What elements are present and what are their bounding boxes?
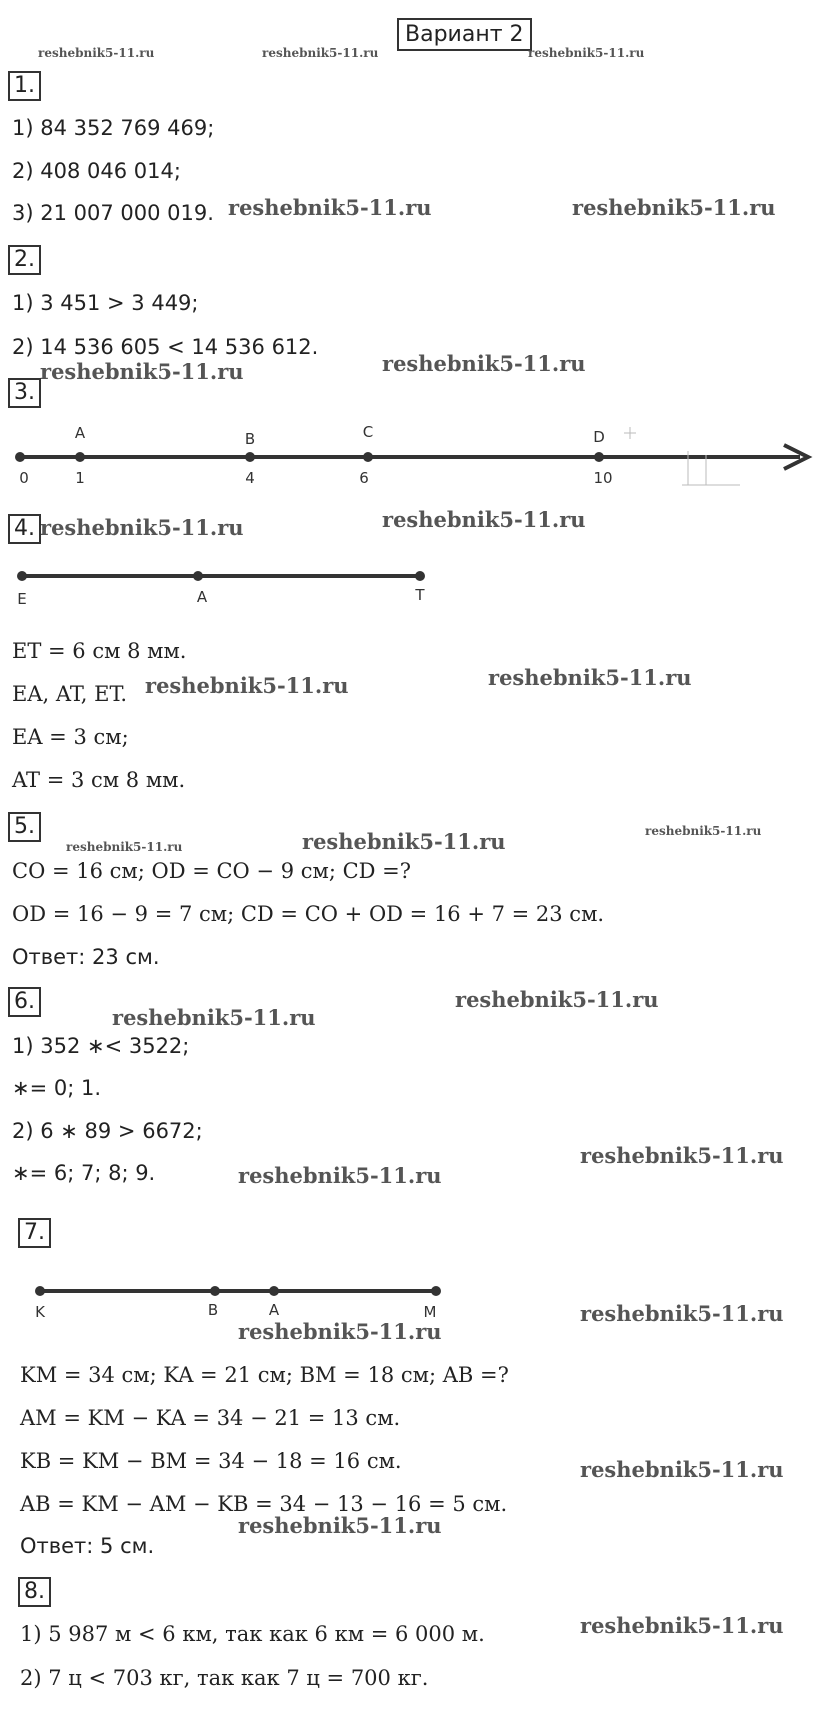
watermark: reshebnik5-11.ru [66,840,183,854]
answer-line: OD = 16 − 9 = 7 см; CD = CO + OD = 16 + 7 = 23 см. [12,902,605,926]
watermark: reshebnik5-11.ru [488,665,692,690]
answer-line: Ответ: 23 см. [12,945,160,969]
watermark: reshebnik5-11.ru [645,824,762,838]
watermark: reshebnik5-11.ru [382,351,586,376]
answer-line: KM = 34 см; KA = 21 см; BM = 18 см; AB =? [20,1363,509,1387]
watermark: reshebnik5-11.ru [580,1143,784,1168]
watermark: reshebnik5-11.ru [238,1319,442,1344]
task-number: 8. [18,1577,51,1607]
point-e [17,571,27,581]
watermark: reshebnik5-11.ru [580,1301,784,1326]
point-k [35,1286,45,1296]
answer-line: 1) 5 987 м < 6 км, так как 6 км = 6 000 м. [20,1622,485,1646]
tick-label: 0 [19,469,29,487]
watermark: reshebnik5-11.ru [228,195,432,220]
tick-label: 6 [359,469,369,487]
answer-line: 3) 21 007 000 019. [12,201,214,225]
point-label-a: A [196,588,208,606]
answer-line: AT = 3 см 8 мм. [12,768,186,792]
point-label-c: C [362,423,374,441]
point-c [363,452,373,462]
answer-line: CO = 16 см; OD = CO − 9 см; CD =? [12,859,412,883]
watermark: reshebnik5-11.ru [580,1613,784,1638]
point-b [245,452,255,462]
answer-line: EA, AT, ET. [12,682,128,706]
watermark: reshebnik5-11.ru [580,1457,784,1482]
task-number: 4. [8,514,41,544]
watermark: reshebnik5-11.ru [528,46,645,60]
answer-line: Ответ: 5 см. [20,1534,155,1558]
answer-line: 1) 352 ∗< 3522; [12,1034,190,1058]
point-t [415,571,425,581]
answer-line: 1) 84 352 769 469; [12,116,215,140]
watermark: reshebnik5-11.ru [40,359,244,384]
watermark: reshebnik5-11.ru [302,829,506,854]
point-b [210,1286,220,1296]
variant-title: Вариант 2 [397,18,532,51]
answer-line: 2) 14 536 605 < 14 536 612. [12,335,319,359]
point-m [431,1286,441,1296]
point-label-m: M [423,1303,437,1321]
watermark: reshebnik5-11.ru [112,1005,316,1030]
origin-point [15,452,25,462]
answer-line: 2) 408 046 014; [12,159,181,183]
segment-et-figure [0,560,440,610]
watermark: reshebnik5-11.ru [238,1163,442,1188]
tick-label: 4 [245,469,255,487]
tick-label: 1 [75,469,85,487]
point-label-e: E [17,590,27,608]
watermark: reshebnik5-11.ru [40,515,244,540]
answer-line: 1) 3 451 > 3 449; [12,291,199,315]
watermark: reshebnik5-11.ru [572,195,776,220]
point-label-a: A [74,424,86,442]
tick-label: 10 [593,469,613,487]
watermark: reshebnik5-11.ru [145,673,349,698]
point-a [269,1286,279,1296]
segment-km-figure [0,1275,470,1325]
answer-line: AM = KM − KA = 34 − 21 = 13 см. [20,1406,401,1430]
task-number: 5. [8,812,41,842]
point-a [75,452,85,462]
answer-line: 2) 7 ц < 703 кг, так как 7 ц = 700 кг. [20,1666,429,1690]
answer-line: KB = KM − BM = 34 − 18 = 16 см. [20,1449,402,1473]
answer-line: EA = 3 см; [12,725,129,749]
point-label-t: T [415,586,425,604]
point-label-d: D [593,428,605,446]
answer-line: 2) 6 ∗ 89 > 6672; [12,1119,203,1143]
number-line-figure [0,415,831,495]
point-label-k: K [35,1303,45,1321]
watermark: reshebnik5-11.ru [382,507,586,532]
point-label-b: B [244,430,256,448]
answer-line: ∗= 6; 7; 8; 9. [12,1161,156,1185]
task-number: 3. [8,378,41,408]
answer-line: ET = 6 см 8 мм. [12,639,187,663]
point-d [594,452,604,462]
watermark: reshebnik5-11.ru [238,1513,442,1538]
task-number: 1. [8,71,41,101]
task-number: 6. [8,987,41,1017]
watermark: reshebnik5-11.ru [455,987,659,1012]
watermark: reshebnik5-11.ru [38,46,155,60]
point-label-b: B [207,1301,219,1319]
answer-line: AB = KM − AM − KB = 34 − 13 − 16 = 5 см. [20,1492,508,1516]
answer-line: ∗= 0; 1. [12,1076,102,1100]
point-label-a: A [268,1301,280,1319]
point-a [193,571,203,581]
task-number: 2. [8,245,41,275]
watermark: reshebnik5-11.ru [262,46,379,60]
task-number: 7. [18,1218,51,1248]
